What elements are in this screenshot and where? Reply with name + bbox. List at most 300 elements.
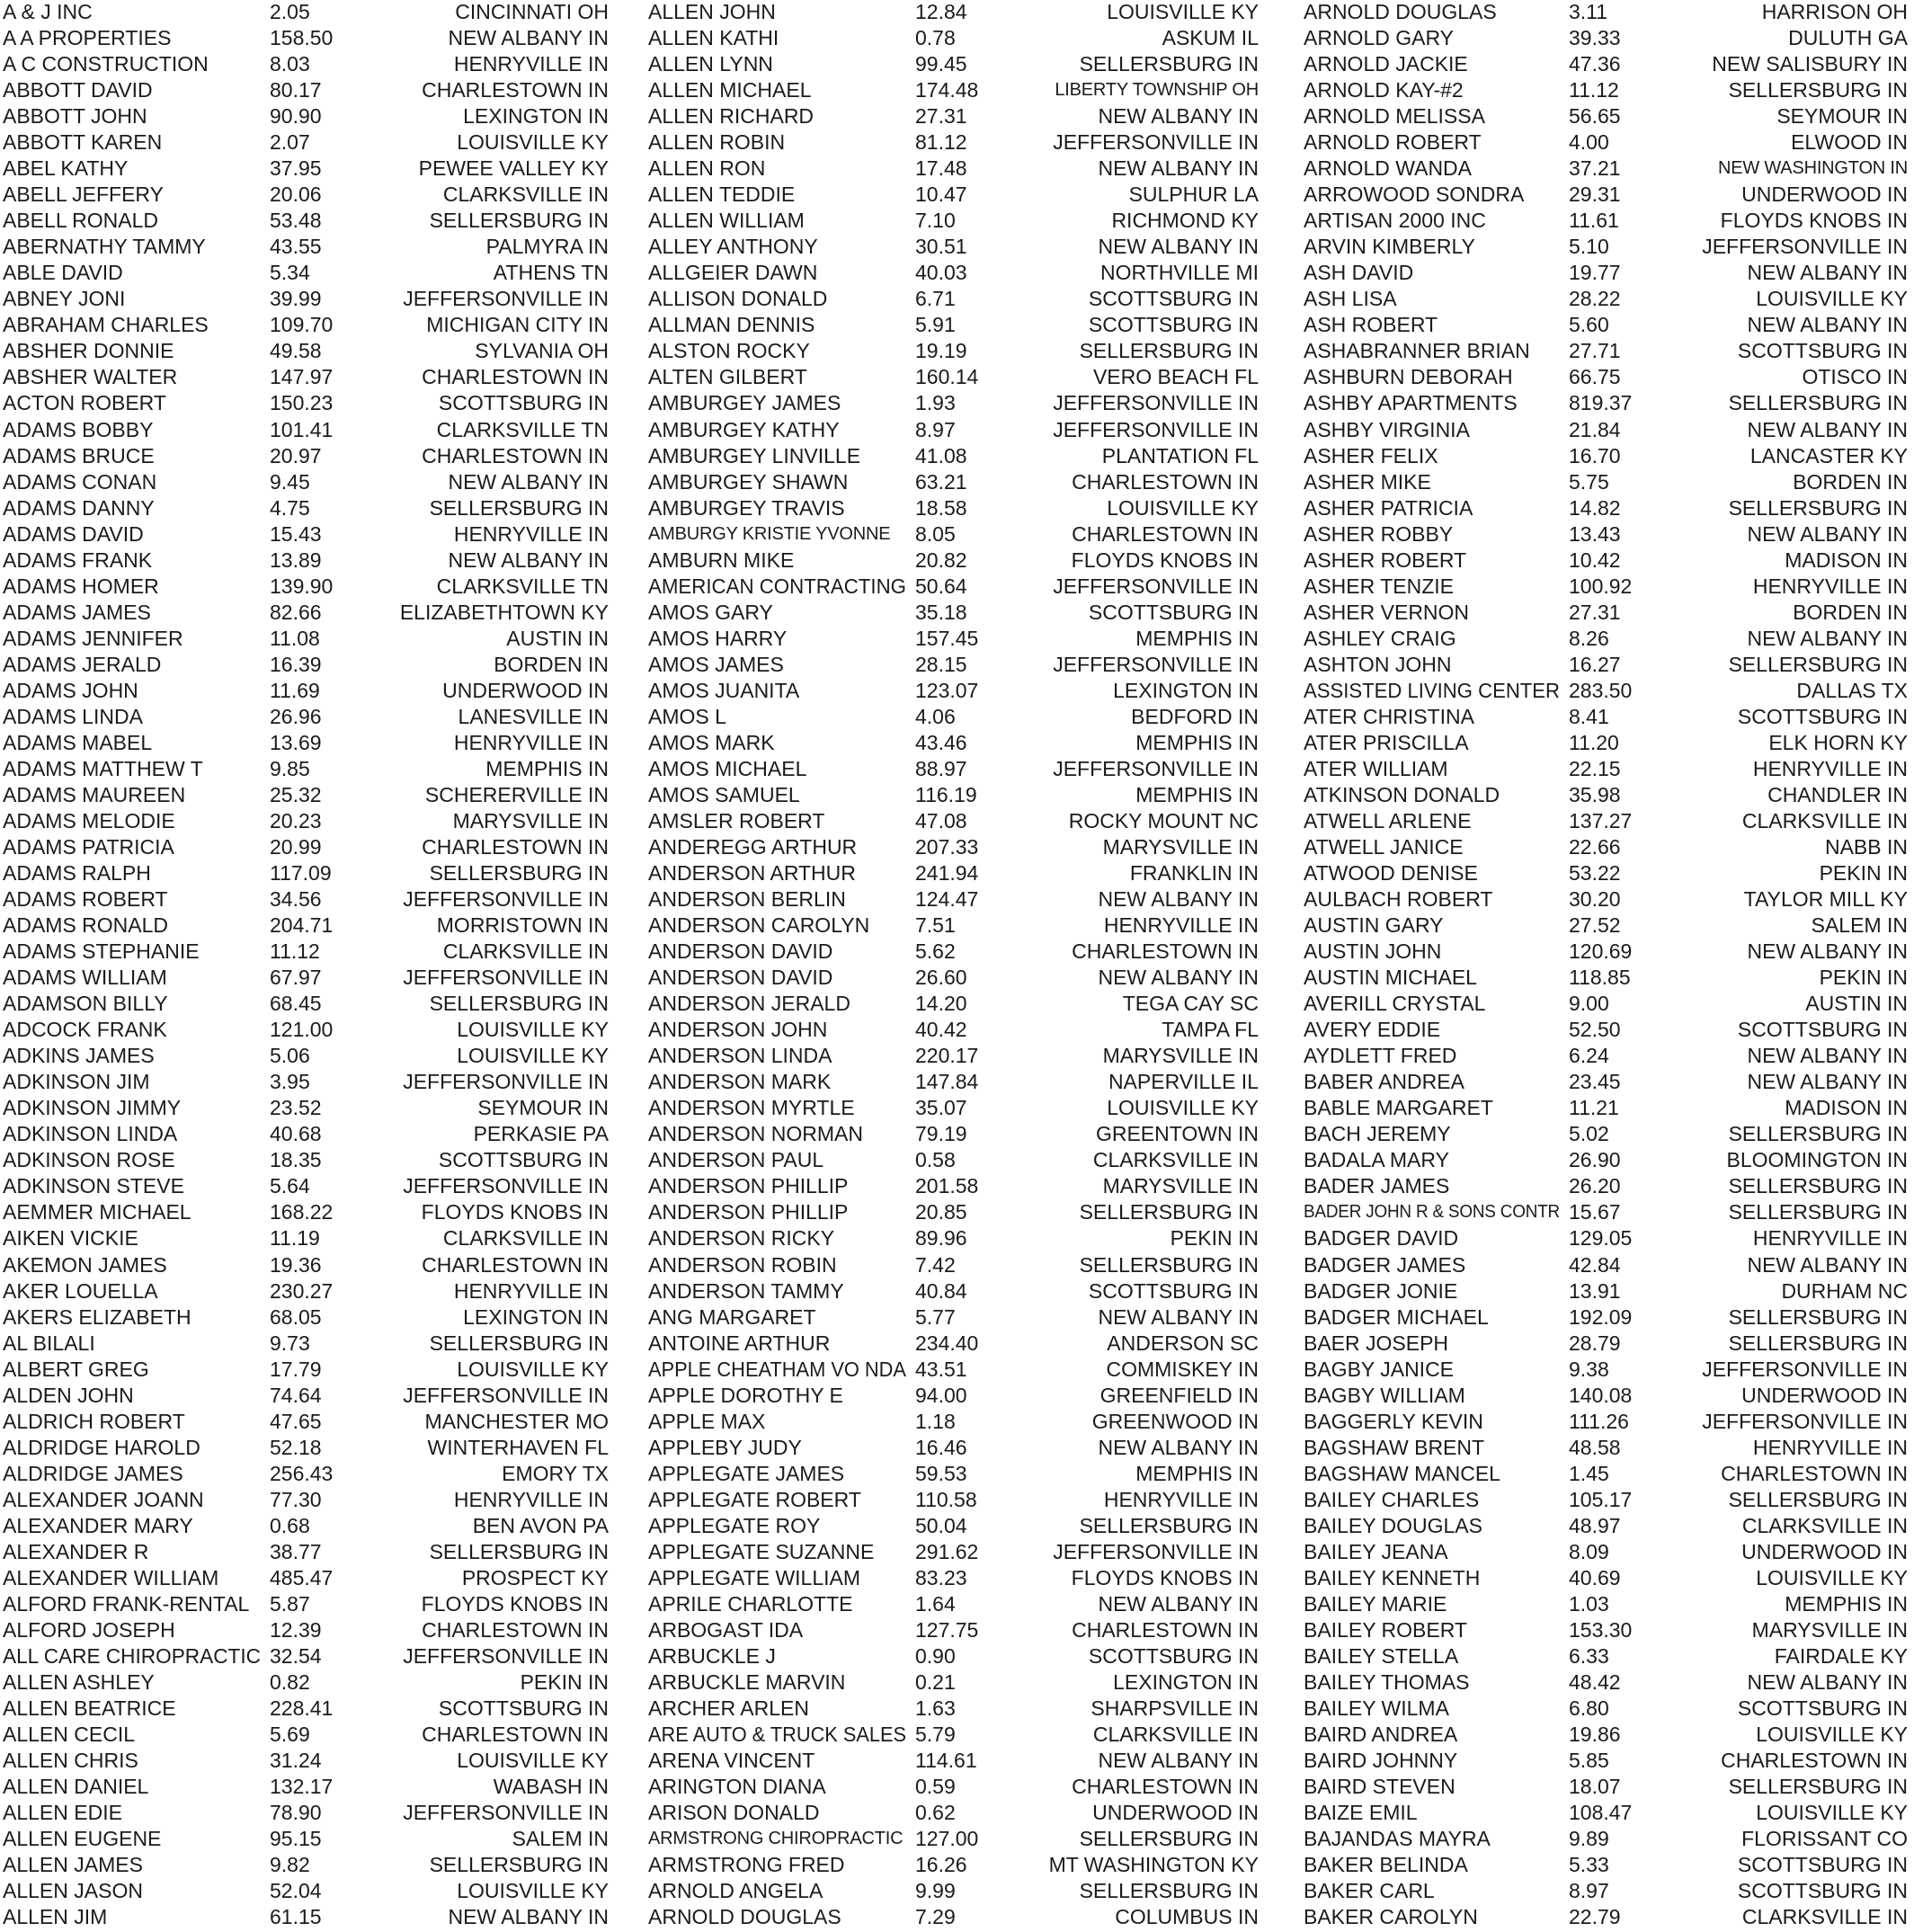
entry-city: LEXINGTON IN [1113,1670,1259,1694]
entry-city: SELLERSBURG IN [429,1539,609,1563]
entry-amount: 35.07 [915,1096,967,1120]
entry-amount: 41.08 [915,443,967,467]
table-row [648,678,1259,704]
entry-city: AUSTIN IN [1805,992,1908,1016]
table-row [3,1487,609,1513]
entry-amount: 291.62 [915,1539,979,1563]
table-row [648,704,1259,730]
entry-name: BAIZE EMIL [1304,1801,1418,1825]
entry-name: AMBURGEY KATHY [648,417,840,441]
table-row [648,312,1259,338]
entry-city: OTISCO IN [1802,365,1908,389]
entry-amount: 52.50 [1569,1018,1621,1042]
entry-name: ALLEN CHRIS [3,1749,138,1773]
entry-city: SCOTTSBURG IN [438,1696,609,1721]
table-row [1304,234,1908,260]
entry-amount: 7.10 [915,209,956,233]
entry-amount: 2.05 [270,0,310,23]
entry-name: ARTISAN 2000 INC [1304,209,1486,233]
entry-amount: 67.97 [270,966,322,990]
entry-amount: 18.35 [270,1148,322,1172]
table-row [3,1095,609,1121]
table-row [1304,756,1908,782]
table-row [648,574,1259,600]
entry-name: ADAMS JOHN [3,678,138,702]
table-row [1304,1095,1908,1121]
entry-name: ANDERSON ARTHUR [648,861,856,886]
entry-city: CHARLESTOWN IN [422,365,609,389]
entry-name: BAILEY CHARLES [1304,1487,1480,1511]
entry-amount: 5.10 [1569,235,1609,259]
table-row [648,1643,1259,1669]
table-row [1304,1304,1908,1331]
entry-amount: 1.03 [1569,1591,1609,1616]
entry-name: AKERS ELIZABETH [3,1304,191,1329]
table-row [1304,77,1908,103]
entry-city: SELLERSBURG IN [1728,1304,1908,1329]
entry-amount: 5.60 [1569,313,1609,337]
entry-name: ALLEN EUGENE [3,1827,162,1851]
entry-city: FLOYDS KNOBS IN [1720,209,1908,233]
entry-city: AUSTIN IN [506,626,609,650]
table-row [3,25,609,51]
entry-name: ADKINS JAMES [3,1044,155,1068]
entry-amount: 16.46 [915,1435,967,1459]
table-row [1304,678,1908,704]
entry-city: NABB IN [1824,835,1908,859]
entry-city: CLARKSVILLE IN [442,939,609,964]
entry-name: ARNOLD WANDA [1304,156,1472,181]
entry-name: ARBUCKLE MARVIN [648,1670,846,1694]
table-row [3,1748,609,1774]
table-row [3,0,609,25]
entry-city: ATHENS TN [493,261,609,285]
entry-amount: 117.09 [270,861,332,886]
entry-amount: 9.38 [1569,1357,1609,1381]
entry-name: ARMSTRONG CHIROPRACTIC [648,1829,904,1849]
entry-name: APPLE CHEATHAM VO NDA [648,1357,906,1381]
entry-amount: 19.36 [270,1252,322,1277]
entry-amount: 34.56 [270,887,322,912]
entry-name: AYDLETT FRED [1304,1044,1457,1068]
entry-city: PERKASIE PA [473,1122,609,1146]
entry-amount: 9.73 [270,1331,310,1355]
table-row [3,51,609,77]
entry-name: ADAMSON BILLY [3,992,168,1016]
entry-city: SCOTTSBURG IN [1737,704,1908,728]
entry-amount: 6.71 [915,287,956,311]
entry-name: AVERY EDDIE [1304,1018,1441,1042]
entry-city: MICHIGAN CITY IN [426,313,609,337]
entry-amount: 40.42 [915,1018,967,1042]
entry-amount: 11.19 [270,1226,320,1251]
entry-amount: 19.77 [1569,261,1621,285]
entry-city: LOUISVILLE KY [1756,1565,1908,1589]
entry-name: ALLEN KATHI [648,26,779,50]
entry-name: ALDRIDGE HAROLD [3,1435,200,1459]
table-row [3,1069,609,1095]
entry-name: ADAMS LINDA [3,704,143,728]
table-row [3,234,609,260]
entry-amount: 230.27 [270,1278,334,1303]
entry-name: AMOS JUANITA [648,678,800,702]
entry-name: ADAMS RONALD [3,913,169,938]
table-row [3,390,609,416]
entry-name: ALLEY ANTHONY [648,235,818,259]
entry-name: AMOS L [648,704,726,728]
entry-name: BAGBY JANICE [1304,1357,1455,1381]
table-row [1304,1826,1908,1852]
entry-city: LEXINGTON IN [463,104,609,129]
entry-name: ALLEN JOHN [648,0,776,23]
entry-city: SCOTTSBURG IN [1088,1278,1259,1303]
table-row [3,652,609,678]
entry-name: BADER JAMES [1304,1174,1450,1198]
entry-city: SELLERSBURG IN [1079,1200,1259,1224]
entry-city: SELLERSBURG IN [429,209,609,233]
entry-city: NEW ALBANY IN [448,548,609,572]
table-row [3,1800,609,1826]
entry-amount: 121.00 [270,1018,334,1042]
table-row [648,626,1259,652]
entry-name: BAILEY DOUGLAS [1304,1513,1482,1537]
entry-city: BEN AVON PA [472,1513,609,1537]
entry-amount: 15.67 [1569,1200,1621,1224]
entry-city: CHARLESTOWN IN [1721,1461,1908,1485]
entry-amount: 27.52 [1569,913,1621,938]
entry-city: NEW ALBANY IN [1747,1070,1908,1094]
table-row [648,469,1259,495]
entry-amount: 8.03 [270,52,310,76]
entry-name: AL BILALI [3,1331,95,1355]
entry-amount: 201.58 [915,1174,979,1198]
entry-amount: 174.48 [915,78,979,102]
entry-name: BAGSHAW MANCEL [1304,1461,1500,1485]
entry-city: HENRYVILLE IN [453,52,609,76]
entry-amount: 32.54 [270,1643,322,1668]
entry-name: ANDERSON BERLIN [648,887,846,912]
entry-name: BACH JEREMY [1304,1122,1451,1146]
entry-amount: 40.69 [1569,1565,1621,1589]
entry-city: SELLERSBURG IN [429,1331,609,1355]
entry-amount: 26.60 [915,966,967,990]
entry-amount: 9.99 [915,1879,956,1903]
table-row [3,338,609,364]
entry-city: JEFFERSONVILLE IN [1053,652,1259,676]
entry-amount: 132.17 [270,1775,334,1799]
entry-name: ALLEN JIM [3,1905,108,1929]
entry-city: CHARLESTOWN IN [1072,521,1259,546]
entry-amount: 5.77 [915,1304,956,1329]
table-row [648,1357,1259,1383]
entry-amount: 90.90 [270,104,322,129]
entry-name: ADAMS BRUCE [3,443,155,467]
entry-amount: 137.27 [1569,808,1633,832]
entry-amount: 0.21 [915,1670,956,1694]
table-row [648,260,1259,286]
entry-name: APPLEBY JUDY [648,1435,802,1459]
entry-amount: 124.47 [915,887,979,912]
table-row [3,1043,609,1069]
entry-amount: 0.68 [270,1513,310,1537]
entry-city: NEW ALBANY IN [1098,1591,1259,1616]
table-row [1304,991,1908,1017]
entry-name: ADAMS WILLIAM [3,966,167,990]
entry-name: ADAMS MABEL [3,730,153,754]
entry-city: MARYSVILLE IN [1102,1174,1259,1198]
entry-amount: 48.42 [1569,1670,1621,1694]
entry-amount: 8.26 [1569,626,1609,650]
entry-city: HENRYVILLE IN [453,1278,609,1303]
entry-name: ASHER ROBERT [1304,548,1467,572]
entry-name: ALLEN TEDDIE [648,183,796,207]
entry-name: ADCOCK FRANK [3,1018,167,1042]
entry-city: FLOYDS KNOBS IN [1071,548,1259,572]
table-row [1304,1069,1908,1095]
entry-city: MEMPHIS IN [1135,782,1259,806]
entry-name: ARBOGAST IDA [648,1617,804,1642]
entry-name: AKEMON JAMES [3,1252,167,1277]
entry-city: JEFFERSONVILLE IN [403,966,609,990]
table-row [1304,1043,1908,1069]
table-row [648,1539,1259,1565]
table-row [648,782,1259,808]
entry-name: ATWELL ARLENE [1304,808,1472,832]
entry-city: HARRISON OH [1761,0,1908,23]
table-row [648,286,1259,312]
table-row [648,1565,1259,1591]
entry-city: SELLERSBURG IN [1728,1174,1908,1198]
entry-name: AIKEN VICKIE [3,1226,138,1251]
table-row [3,469,609,495]
entry-amount: 28.15 [915,652,967,676]
table-row [1304,1669,1908,1696]
table-row [1304,808,1908,834]
entry-name: ABSHER WALTER [3,365,178,389]
table-row [1304,312,1908,338]
table-row [3,103,609,129]
entry-name: AKER LOUELLA [3,1278,158,1303]
entry-city: GREENTOWN IN [1095,1122,1259,1146]
entry-amount: 3.95 [270,1070,310,1094]
entry-amount: 5.34 [270,261,310,285]
table-row [648,548,1259,574]
entry-city: LOUISVILLE KY [1756,1801,1908,1825]
entry-amount: 9.00 [1569,992,1609,1016]
entry-name: ANDERSON PAUL [648,1148,824,1172]
table-row [648,991,1259,1017]
entry-name: ADAMS HOMER [3,574,159,598]
table-row [1304,1852,1908,1878]
entry-amount: 4.00 [1569,130,1609,155]
entry-amount: 9.89 [1569,1827,1609,1851]
entry-name: ABEL KATHY [3,156,129,181]
entry-city: CHARLESTOWN IN [422,835,609,859]
entry-city: JEFFERSONVILLE IN [1053,417,1259,441]
entry-amount: 6.80 [1569,1696,1609,1721]
entry-city: JEFFERSONVILLE IN [1702,235,1908,259]
entry-name: AMERICAN CONTRACTING [648,574,906,598]
entry-name: ALSTON ROCKY [648,339,810,363]
entry-name: ANDERSON DAVID [648,939,833,964]
table-row [3,182,609,208]
table-row [648,338,1259,364]
table-row [648,1826,1259,1852]
table-row [1304,1904,1908,1930]
entry-city: ANDERSON SC [1107,1331,1259,1355]
entry-city: LOUISVILLE KY [457,1749,609,1773]
entry-city: TAMPA FL [1162,1018,1259,1042]
table-row [3,1904,609,1930]
table-row [648,1304,1259,1331]
entry-city: CLARKSVILLE IN [442,183,609,207]
table-row [1304,1748,1908,1774]
entry-amount: 147.84 [915,1070,979,1094]
entry-city: NEW ALBANY IN [1098,1749,1259,1773]
table-row [648,417,1259,443]
table-row [648,1722,1259,1748]
entry-city: NEW SALISBURY IN [1712,52,1908,76]
entry-name: ATER PRISCILLA [1304,730,1469,754]
table-row [3,1435,609,1461]
entry-amount: 22.79 [1569,1905,1621,1929]
entry-city: LOUISVILLE KY [457,1357,609,1381]
entry-amount: 66.75 [1569,365,1621,389]
entry-amount: 118.85 [1569,966,1631,990]
entry-name: ADKINSON STEVE [3,1174,184,1198]
entry-city: WABASH IN [493,1775,609,1799]
entry-city: NEW ALBANY IN [1098,887,1259,912]
listing-column-3 [1304,0,1908,1931]
entry-amount: 88.97 [915,756,967,780]
entry-city: HENRYVILLE IN [1752,1226,1908,1251]
entry-name: ARCHER ARLEN [648,1696,809,1721]
entry-name: ALLEN LYNN [648,52,773,76]
table-row [648,1225,1259,1251]
entry-name: ALBERT GREG [3,1357,149,1381]
entry-amount: 8.09 [1569,1539,1609,1563]
entry-city: NEW ALBANY IN [1747,521,1908,546]
entry-amount: 27.71 [1569,339,1621,363]
table-row [648,1147,1259,1173]
entry-name: AULBACH ROBERT [1304,887,1493,912]
entry-amount: 0.82 [270,1670,310,1694]
entry-name: ALLEN DANIEL [3,1775,149,1799]
entry-amount: 207.33 [915,835,979,859]
entry-name: ASH DAVID [1304,261,1414,285]
entry-city: SCOTTSBURG IN [1737,1018,1908,1042]
table-row [3,208,609,234]
entry-name: ATWELL JANICE [1304,835,1464,859]
entry-name: BAILEY THOMAS [1304,1670,1470,1694]
table-row [648,1095,1259,1121]
entry-name: A C CONSTRUCTION [3,52,209,76]
entry-city: LOUISVILLE KY [1756,1723,1908,1747]
table-row [1304,1017,1908,1043]
table-row [648,913,1259,939]
entry-city: CHANDLER IN [1767,782,1908,806]
entry-city: SELLERSBURG IN [429,992,609,1016]
entry-amount: 13.91 [1569,1278,1621,1303]
entry-name: ATER WILLIAM [1304,756,1448,780]
entry-city: DALLAS TX [1796,678,1908,702]
entry-amount: 8.97 [915,417,956,441]
entry-name: ATKINSON DONALD [1304,782,1500,806]
table-row [1304,1722,1908,1748]
entry-city: MEMPHIS IN [485,756,609,780]
entry-amount: 48.97 [1569,1513,1621,1537]
entry-amount: 47.65 [270,1409,322,1433]
entry-city: HENRYVILLE IN [1752,1435,1908,1459]
entry-amount: 63.21 [915,469,967,494]
entry-name: ASHER FELIX [1304,443,1438,467]
entry-amount: 25.32 [270,782,322,806]
entry-amount: 153.30 [1569,1617,1633,1642]
entry-amount: 43.55 [270,235,322,259]
table-row [1304,1435,1908,1461]
entry-city: MARYSVILLE IN [1102,1044,1259,1068]
entry-name: ADAMS FRANK [3,548,153,572]
table-row [1304,495,1908,521]
entry-amount: 192.09 [1569,1304,1633,1329]
entry-name: ADAMS PATRICIA [3,835,174,859]
entry-name: ARNOLD DOUGLAS [648,1905,841,1929]
entry-name: ABNEY JONI [3,287,126,311]
entry-city: LOUISVILLE KY [1107,0,1259,23]
entry-name: ARE AUTO & TRUCK SALES [648,1723,906,1747]
table-row [3,1513,609,1539]
table-row [3,886,609,913]
entry-name: ABBOTT KAREN [3,130,163,155]
entry-amount: 42.84 [1569,1252,1621,1277]
entry-city: CLARKSVILLE IN [1092,1723,1259,1747]
entry-amount: 110.58 [915,1487,977,1511]
entry-name: ALFORD JOSEPH [3,1617,175,1642]
entry-amount: 2.07 [270,130,310,155]
entry-city: FLOYDS KNOBS IN [1071,1565,1259,1589]
entry-amount: 123.07 [915,678,979,702]
entry-city: FLOYDS KNOBS IN [421,1200,609,1224]
table-row [3,1252,609,1278]
entry-amount: 47.08 [915,808,967,832]
entry-name: ALLEN ASHLEY [3,1670,155,1694]
entry-amount: 94.00 [915,1383,967,1407]
entry-city: MADISON IN [1785,548,1908,572]
entry-name: APPLEGATE ROBERT [648,1487,861,1511]
entry-city: LEXINGTON IN [1113,678,1259,702]
table-row [1304,390,1908,416]
entry-amount: 228.41 [270,1696,334,1721]
entry-city: SCOTTSBURG IN [1737,1696,1908,1721]
table-row [648,1591,1259,1617]
entry-amount: 9.45 [270,469,310,494]
entry-name: ASHTON JOHN [1304,652,1452,676]
entry-amount: 11.12 [270,939,320,964]
entry-city: SELLERSBURG IN [1728,1122,1908,1146]
entry-city: FLOYDS KNOBS IN [421,1591,609,1616]
entry-city: CHARLESTOWN IN [1072,939,1259,964]
entry-name: ALDRIDGE JAMES [3,1461,183,1485]
entry-amount: 17.79 [270,1357,322,1381]
entry-amount: 20.85 [915,1200,967,1224]
entry-city: SELLERSBURG IN [1728,1331,1908,1355]
table-row [1304,1565,1908,1591]
entry-city: CLARKSVILLE IN [1741,1905,1908,1929]
entry-city: SELLERSBURG IN [1728,1775,1908,1799]
table-row [3,1278,609,1304]
entry-name: APRILE CHARLOTTE [648,1591,853,1616]
entry-amount: 26.20 [1569,1174,1621,1198]
